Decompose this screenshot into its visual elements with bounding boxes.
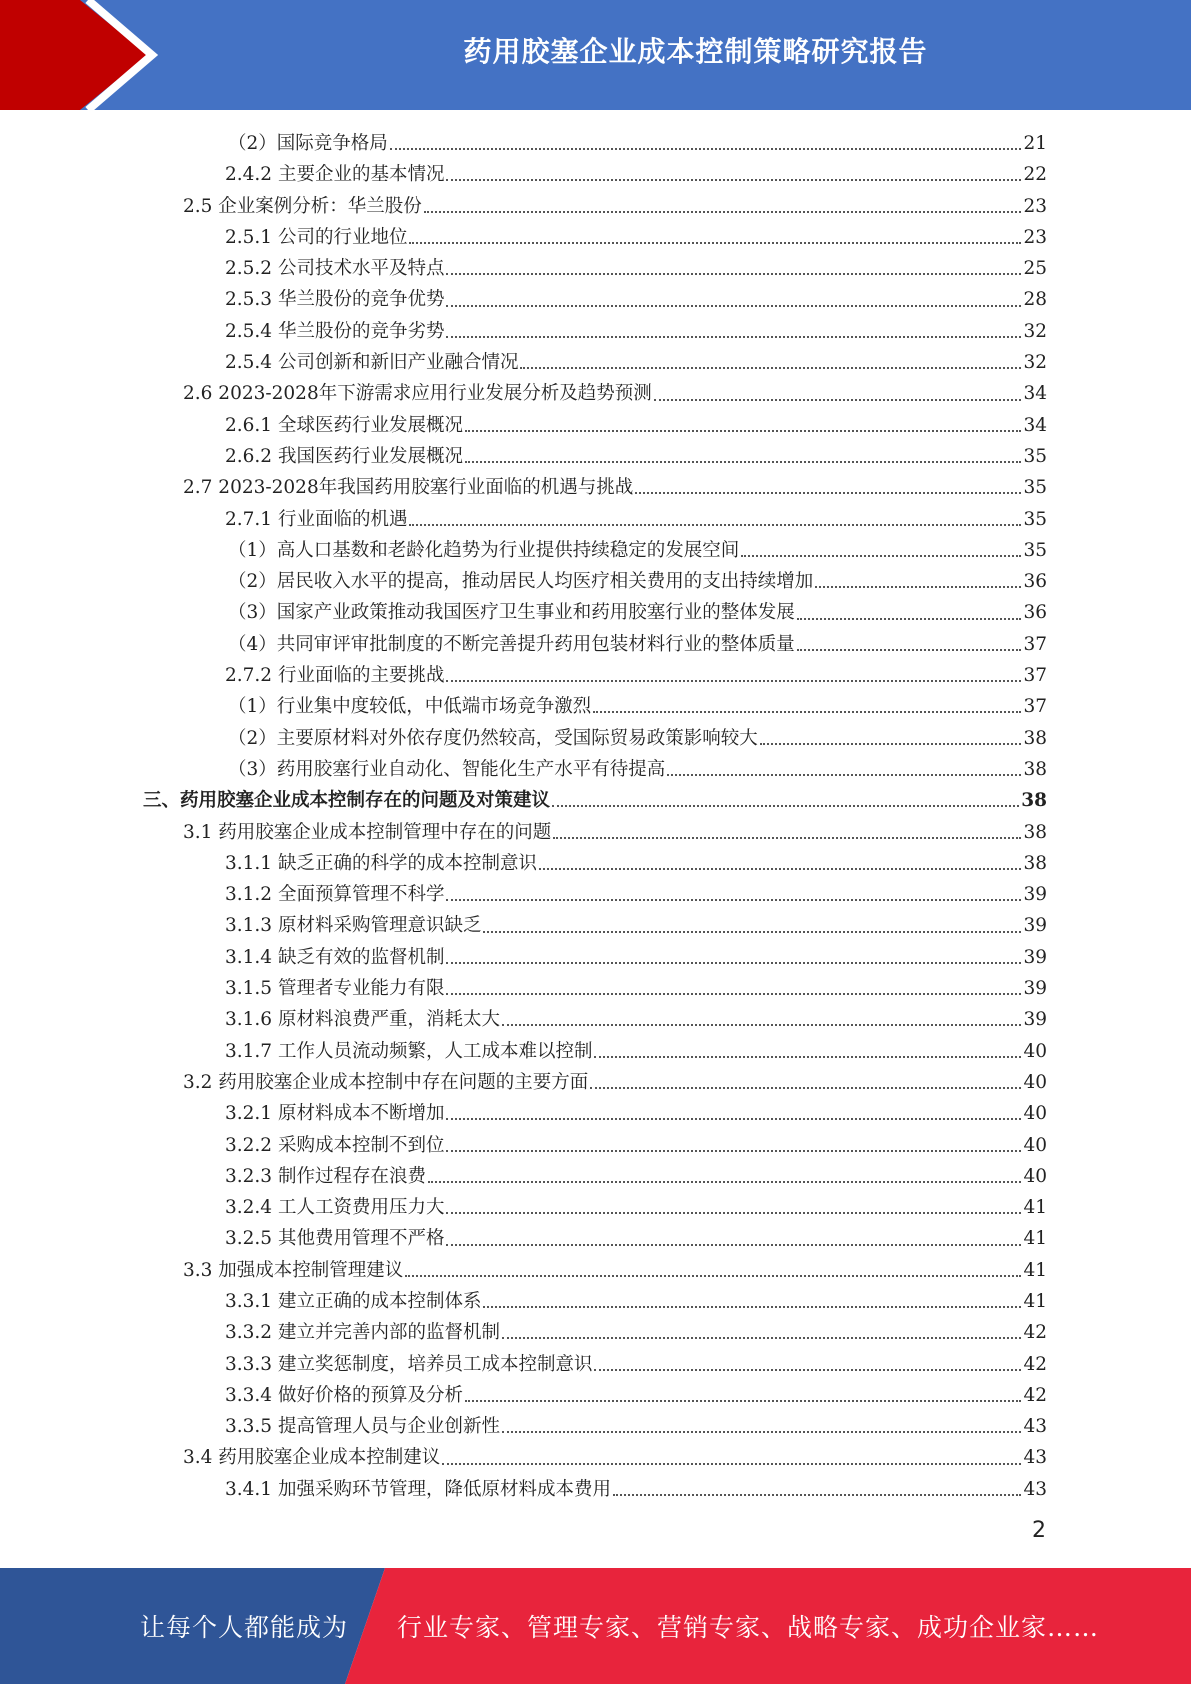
toc-dot-leader [483, 1305, 1021, 1308]
toc-entry-page: 28 [1023, 289, 1047, 311]
toc-entry-page: 39 [1023, 1009, 1047, 1031]
toc-entry-label: 2.5.3 华兰股份的竞争优势 [225, 289, 445, 311]
toc-entry[interactable] [0, 817, 1191, 848]
toc-entry-label: 2.7 2023-2028年我国药用胶塞行业面临的机遇与挑战 [183, 477, 634, 499]
toc-entry-label: （4）共同审评审批制度的不断完善提升药用包装材料行业的整体质量 [228, 633, 795, 655]
toc-entry-page: 22 [1023, 164, 1047, 186]
toc-entry[interactable] [0, 691, 1191, 722]
toc-entry-label: 3.1.5 管理者专业能力有限 [225, 978, 445, 1000]
toc-dot-leader [409, 523, 1021, 526]
toc-dot-leader [446, 1117, 1021, 1120]
toc-entry-page: 39 [1023, 884, 1047, 906]
page-number: 2 [1032, 1518, 1046, 1543]
toc-entry-page: 40 [1023, 1134, 1047, 1156]
toc-entry-label: 2.7.2 行业面临的主要挑战 [225, 665, 445, 687]
toc-entry-label: 3.1.3 原材料采购管理意识缺乏 [225, 915, 482, 937]
toc-entry-label: 3.1.4 缺乏有效的监督机制 [225, 946, 445, 968]
toc-entry[interactable] [0, 1004, 1191, 1035]
toc-dot-leader [590, 1086, 1021, 1089]
toc-dot-leader [442, 1462, 1021, 1465]
page-footer [0, 1568, 1191, 1684]
toc-entry[interactable] [0, 942, 1191, 973]
toc-entry-label: 2.6 2023-2028年下游需求应用行业发展分析及趋势预测 [183, 383, 652, 405]
toc-entry-label: 3.1.6 原材料浪费严重，消耗太大 [225, 1009, 500, 1031]
toc-entry-page: 38 [1023, 852, 1047, 874]
toc-entry[interactable] [0, 1161, 1191, 1192]
toc-entry-page: 38 [1021, 790, 1047, 812]
toc-entry[interactable] [0, 1067, 1191, 1098]
toc-entry[interactable] [0, 378, 1191, 409]
toc-dot-leader [539, 867, 1021, 870]
toc-entry-page: 41 [1023, 1197, 1047, 1219]
toc-entry-page: 34 [1023, 414, 1047, 436]
toc-entry-label: 3.1.7 工作人员流动频繁，人工成本难以控制 [225, 1040, 593, 1062]
toc-entry-label: 3.4 药用胶塞企业成本控制建议 [183, 1447, 441, 1469]
toc-dot-leader [465, 1399, 1021, 1402]
toc-entry[interactable] [0, 222, 1191, 253]
toc-entry-page: 40 [1023, 1103, 1047, 1125]
toc-entry-label: （2）主要原材料对外依存度仍然较高，受国际贸易政策影响较大 [228, 727, 758, 749]
toc-entry-page: 35 [1023, 539, 1047, 561]
toc-entry-page: 43 [1023, 1478, 1047, 1500]
toc-entry-label: 2.5.4 华兰股份的竞争劣势 [225, 320, 445, 342]
toc-entry[interactable] [0, 566, 1191, 597]
toc-entry-label: 3.2.1 原材料成本不断增加 [225, 1103, 445, 1125]
toc-entry-label: 2.5.2 公司技术水平及特点 [225, 258, 445, 280]
toc-entry-label: 3.2.5 其他费用管理不严格 [225, 1228, 445, 1250]
toc-entry-page: 35 [1023, 508, 1047, 530]
toc-dot-leader [654, 398, 1022, 401]
toc-entry-page: 40 [1023, 1071, 1047, 1093]
toc-entry[interactable] [0, 1442, 1191, 1473]
toc-entry[interactable] [0, 504, 1191, 535]
toc-entry[interactable] [0, 785, 1191, 816]
toc-entry-page: 36 [1023, 602, 1047, 624]
toc-entry-label: 3.2.4 工人工资费用压力大 [225, 1197, 445, 1219]
toc-entry[interactable] [0, 1192, 1191, 1223]
toc-entry[interactable] [0, 1036, 1191, 1067]
toc-entry-label: 3.2 药用胶塞企业成本控制中存在问题的主要方面 [183, 1071, 589, 1093]
toc-entry-page: 25 [1023, 258, 1047, 280]
toc-entry[interactable] [0, 1130, 1191, 1161]
toc-entry-page: 42 [1023, 1384, 1047, 1406]
toc-entry-page: 43 [1023, 1416, 1047, 1438]
toc-entry[interactable] [0, 1255, 1191, 1286]
toc-entry-label: 3.3.3 建立奖惩制度，培养员工成本控制意识 [225, 1353, 593, 1375]
toc-entry-page: 39 [1023, 978, 1047, 1000]
toc-dot-leader [446, 1211, 1021, 1214]
toc-entry[interactable] [0, 410, 1191, 441]
toc-entry-page: 41 [1023, 1259, 1047, 1281]
toc-entry-page: 36 [1023, 571, 1047, 593]
toc-dot-leader [446, 304, 1021, 307]
toc-dot-leader [483, 930, 1021, 933]
toc-dot-leader [465, 460, 1021, 463]
toc-entry-label: （3）药用胶塞行业自动化、智能化生产水平有待提高 [228, 758, 666, 780]
toc-dot-leader [390, 147, 1022, 150]
toc-entry-page: 21 [1023, 133, 1047, 154]
toc-entry-page: 40 [1023, 1040, 1047, 1062]
toc-entry[interactable] [0, 879, 1191, 910]
toc-entry-page: 35 [1023, 445, 1047, 467]
toc-entry[interactable] [0, 754, 1191, 785]
toc-entry-label: 3.2.3 制作过程存在浪费 [225, 1165, 426, 1187]
toc-entry-page: 41 [1023, 1228, 1047, 1250]
toc-dot-leader [520, 366, 1021, 369]
toc-entry[interactable] [0, 910, 1191, 941]
toc-entry-page: 37 [1023, 665, 1047, 687]
toc-entry-label: 三、药用胶塞企业成本控制存在的问题及对策建议 [143, 790, 551, 812]
toc-entry-label: （2）居民收入水平的提高，推动居民人均医疗相关费用的支出持续增加 [228, 571, 814, 593]
toc-entry-page: 23 [1023, 195, 1047, 217]
toc-entry-label: 3.4.1 加强采购环节管理，降低原材料成本费用 [225, 1478, 611, 1500]
toc-dot-leader [502, 1023, 1021, 1026]
toc-dot-leader [741, 554, 1021, 557]
toc-dot-leader [446, 898, 1021, 901]
toc-entry[interactable] [0, 535, 1191, 566]
toc-dot-leader [446, 335, 1021, 338]
toc-entry-page: 41 [1023, 1290, 1047, 1312]
toc-entry[interactable] [0, 597, 1191, 628]
toc-entry[interactable] [0, 191, 1191, 222]
toc-dot-leader [797, 648, 1022, 651]
toc-entry-page: 42 [1023, 1322, 1047, 1344]
toc-entry-label: 2.6.2 我国医药行业发展概况 [225, 445, 463, 467]
toc-entry[interactable] [0, 848, 1191, 879]
toc-entry-page: 37 [1023, 633, 1047, 655]
report-title: 药用胶塞企业成本控制策略研究报告 [463, 35, 928, 68]
toc-entry-page: 35 [1023, 477, 1047, 499]
toc-entry-label: 2.5 企业案例分析：华兰股份 [183, 195, 422, 217]
table-of-contents [0, 128, 1191, 1505]
toc-entry-page: 23 [1023, 226, 1047, 248]
toc-dot-leader [667, 773, 1021, 776]
toc-entry-label: 3.3.4 做好价格的预算及分析 [225, 1384, 463, 1406]
toc-entry-page: 40 [1023, 1165, 1047, 1187]
toc-entry-label: 3.1.2 全面预算管理不科学 [225, 884, 445, 906]
toc-entry[interactable] [0, 441, 1191, 472]
toc-dot-leader [424, 210, 1022, 213]
toc-entry[interactable] [0, 629, 1191, 660]
footer-slogan-left: 让每个人都能成为 [140, 1613, 349, 1642]
toc-entry[interactable] [0, 1317, 1191, 1348]
toc-dot-leader [446, 1243, 1021, 1246]
toc-entry-label: 2.4.2 主要企业的基本情况 [225, 164, 445, 186]
toc-entry-label: 3.3.1 建立正确的成本控制体系 [225, 1290, 482, 1312]
toc-dot-leader [446, 272, 1021, 275]
toc-entry-label: 2.5.1 公司的行业地位 [225, 226, 408, 248]
toc-entry-page: 37 [1023, 696, 1047, 718]
toc-entry-page: 43 [1023, 1447, 1047, 1469]
toc-entry-page: 42 [1023, 1353, 1047, 1375]
toc-entry[interactable] [0, 1286, 1191, 1317]
toc-entry-page: 34 [1023, 383, 1047, 405]
toc-entry[interactable] [0, 723, 1191, 754]
toc-entry-label: 3.1 药用胶塞企业成本控制管理中存在的问题 [183, 821, 552, 843]
toc-entry[interactable] [0, 973, 1191, 1004]
toc-entry-page: 38 [1023, 821, 1047, 843]
toc-entry[interactable] [0, 1474, 1191, 1505]
toc-entry[interactable] [0, 472, 1191, 503]
toc-entry-label: 3.2.2 采购成本控制不到位 [225, 1134, 445, 1156]
toc-dot-leader [409, 241, 1021, 244]
toc-dot-leader [815, 585, 1021, 588]
toc-dot-leader [502, 1336, 1021, 1339]
toc-dot-leader [594, 1368, 1021, 1371]
toc-entry[interactable] [0, 159, 1191, 190]
toc-dot-leader [553, 836, 1021, 839]
toc-entry-label: 2.7.1 行业面临的机遇 [225, 508, 408, 530]
toc-entry[interactable] [0, 1098, 1191, 1129]
footer-slogan-right: 行业专家、管理专家、营销专家、战略专家、成功企业家…… [397, 1613, 1100, 1642]
toc-entry-label: （2）国际竞争格局 [228, 133, 388, 154]
toc-dot-leader [502, 1430, 1021, 1433]
toc-entry-label: 3.3.5 提高管理人员与企业创新性 [225, 1416, 500, 1438]
toc-dot-leader [797, 617, 1022, 620]
toc-dot-leader [552, 804, 1019, 807]
toc-dot-leader [428, 1180, 1021, 1183]
toc-entry[interactable] [0, 316, 1191, 347]
toc-entry-page: 38 [1023, 758, 1047, 780]
toc-entry-label: 3.1.1 缺乏正确的科学的成本控制意识 [225, 852, 537, 874]
toc-entry[interactable] [0, 253, 1191, 284]
toc-entry-page: 38 [1023, 727, 1047, 749]
toc-dot-leader [446, 961, 1021, 964]
toc-dot-leader [465, 429, 1021, 432]
toc-dot-leader [635, 491, 1021, 494]
toc-entry-page: 32 [1023, 352, 1047, 374]
toc-dot-leader [593, 710, 1021, 713]
toc-entry[interactable] [0, 1349, 1191, 1380]
toc-entry[interactable] [0, 1411, 1191, 1442]
toc-entry-page: 32 [1023, 320, 1047, 342]
toc-entry[interactable] [0, 128, 1191, 159]
toc-entry-label: （1）行业集中度较低，中低端市场竞争激烈 [228, 696, 592, 718]
toc-entry-label: 3.3.2 建立并完善内部的监督机制 [225, 1322, 500, 1344]
toc-entry[interactable] [0, 1223, 1191, 1254]
toc-dot-leader [446, 679, 1021, 682]
toc-dot-leader [760, 742, 1022, 745]
toc-entry-label: （1）高人口基数和老龄化趋势为行业提供持续稳定的发展空间 [228, 539, 740, 561]
page-header [0, 0, 1191, 110]
toc-entry[interactable] [0, 1380, 1191, 1411]
toc-entry-label: 3.3 加强成本控制管理建议 [183, 1259, 404, 1281]
toc-dot-leader [446, 178, 1021, 181]
toc-dot-leader [405, 1274, 1021, 1277]
toc-dot-leader [446, 1149, 1021, 1152]
toc-dot-leader [613, 1493, 1021, 1496]
toc-entry[interactable] [0, 284, 1191, 315]
toc-entry[interactable] [0, 347, 1191, 378]
toc-dot-leader [594, 1055, 1021, 1058]
toc-entry-label: 2.5.4 公司创新和新旧产业融合情况 [225, 352, 519, 374]
toc-dot-leader [446, 992, 1021, 995]
toc-entry-label: 2.6.1 全球医药行业发展概况 [225, 414, 463, 436]
toc-entry[interactable] [0, 660, 1191, 691]
toc-entry-label: （3）国家产业政策推动我国医疗卫生事业和药用胶塞行业的整体发展 [228, 602, 795, 624]
toc-entry-page: 39 [1023, 946, 1047, 968]
toc-entry-page: 39 [1023, 915, 1047, 937]
